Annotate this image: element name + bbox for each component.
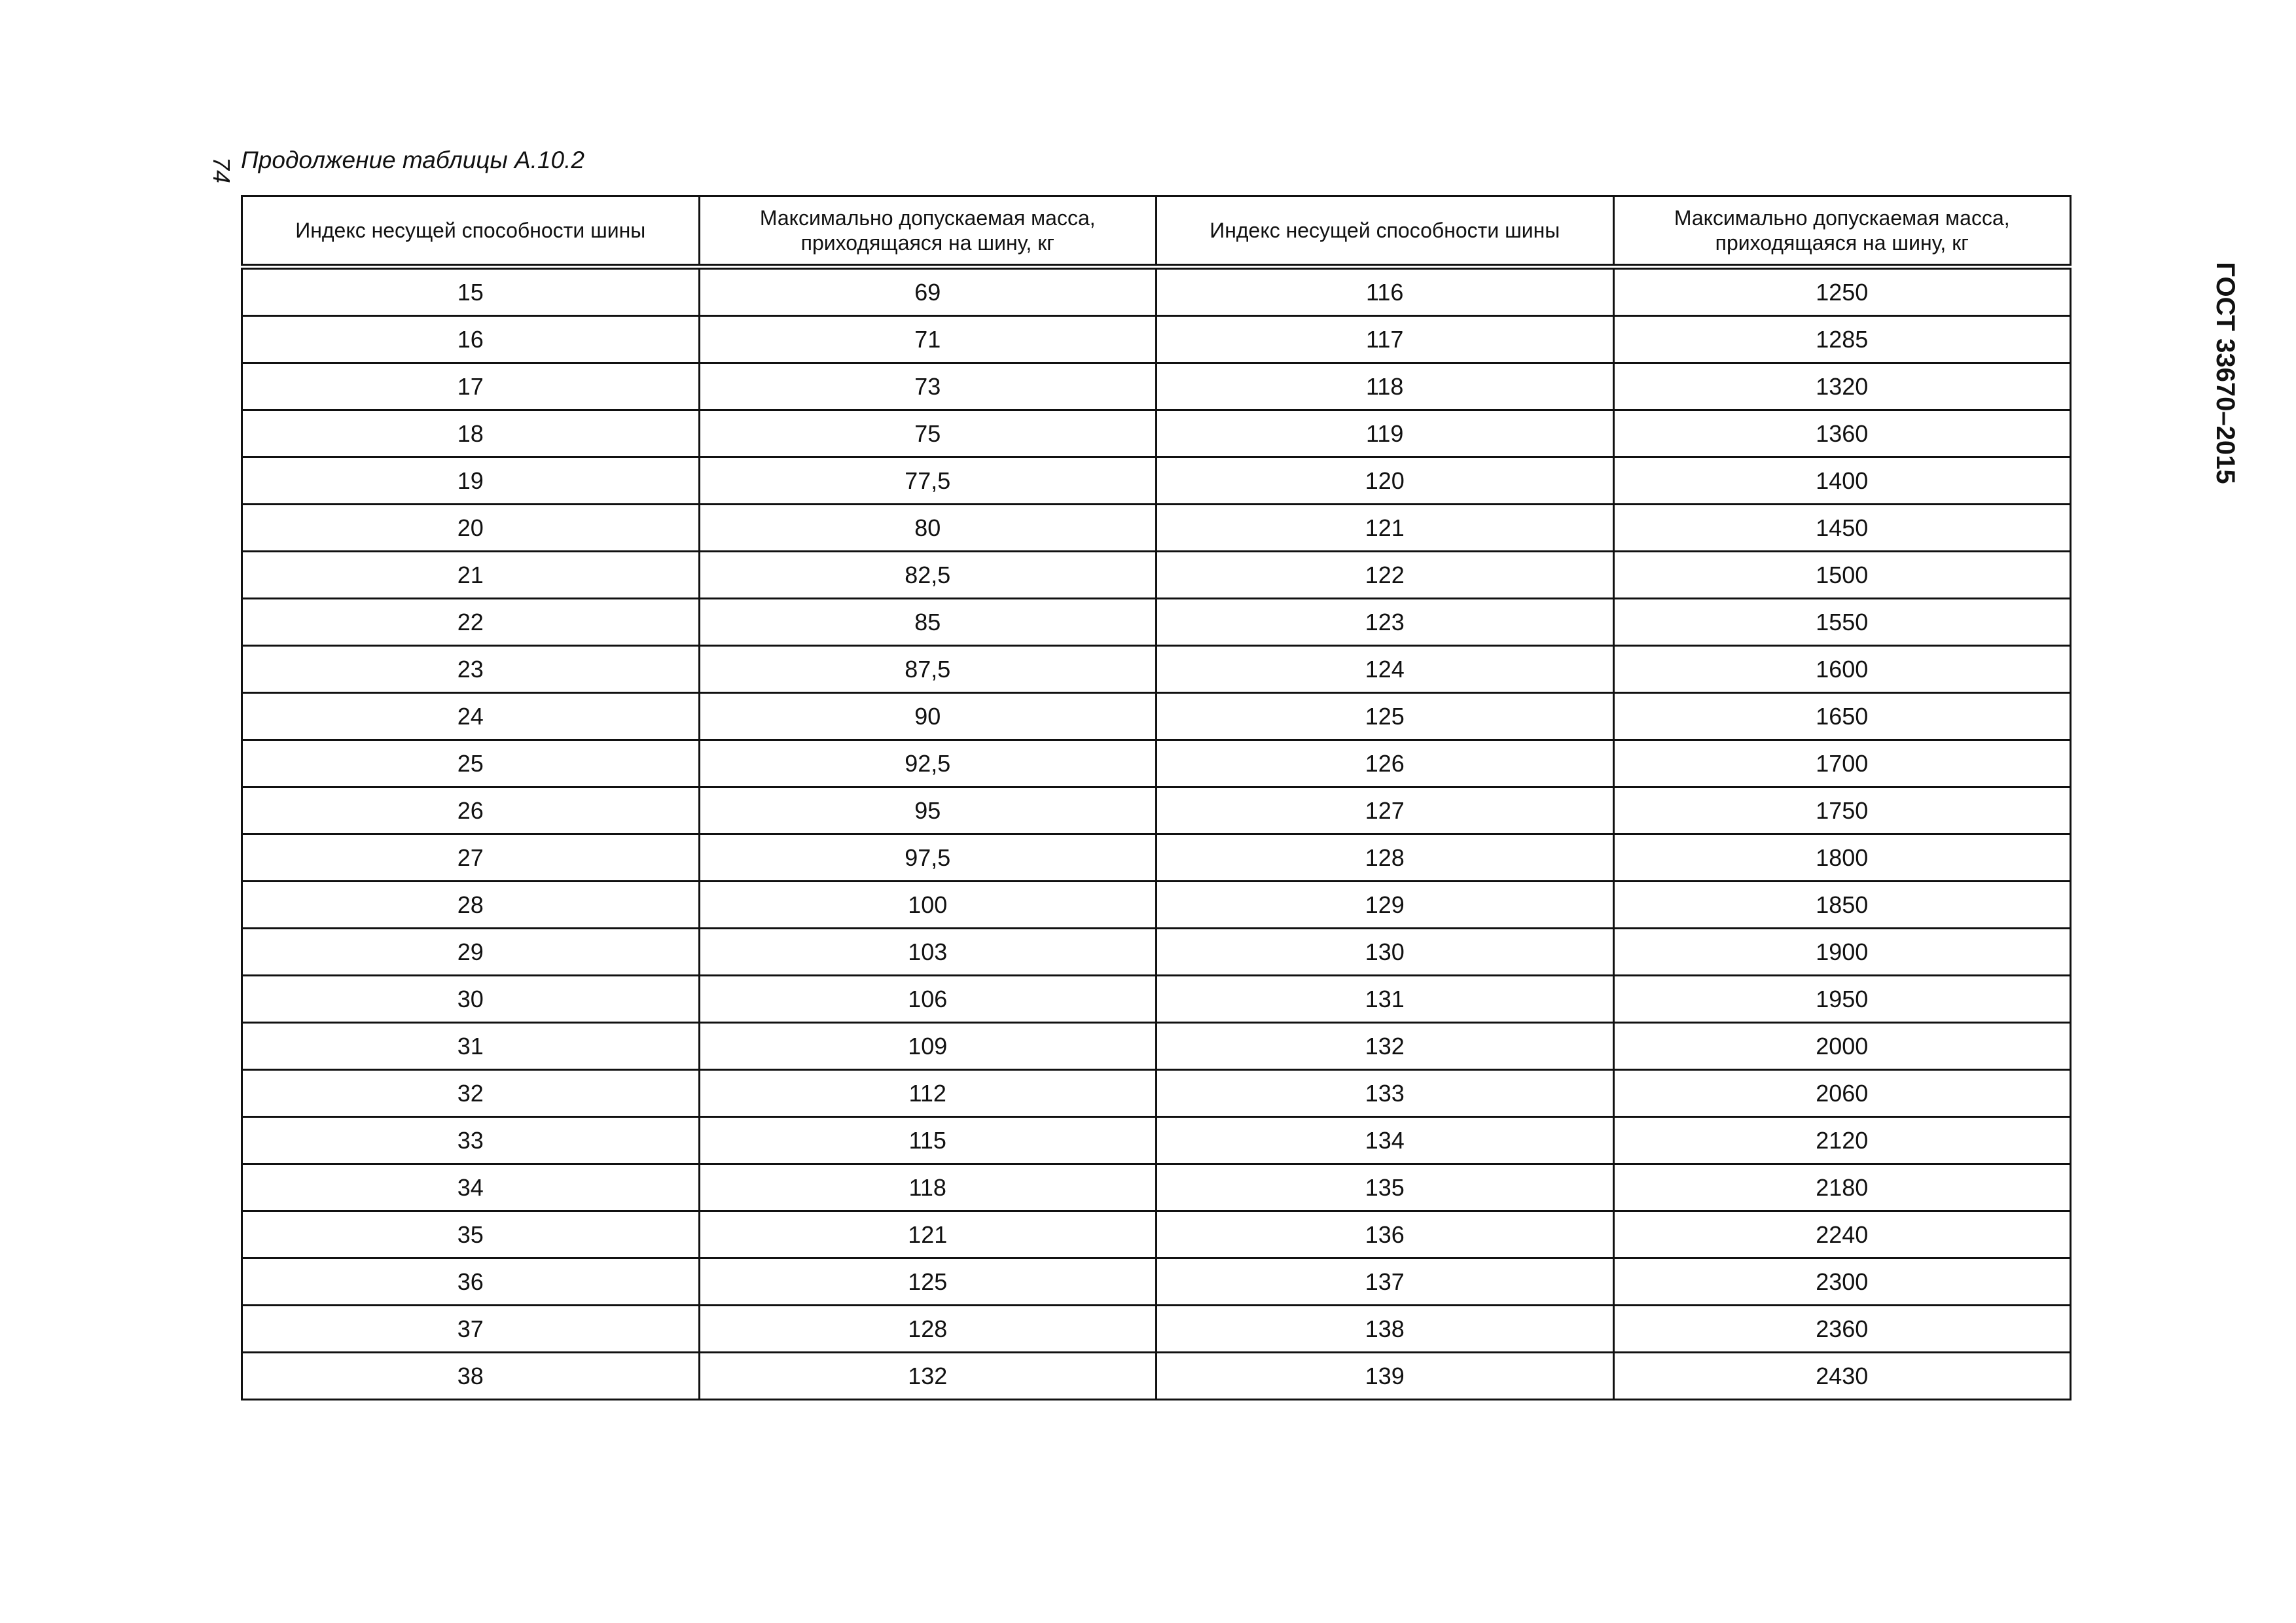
table-cell: 106 [699, 976, 1157, 1023]
table-cell: 1250 [1613, 267, 2071, 316]
table-cell: 2180 [1613, 1164, 2071, 1211]
table-row [242, 740, 2071, 787]
table-cell: 1750 [1613, 787, 2071, 834]
table-cell: 135 [1157, 1164, 1614, 1211]
table-cell: 22 [242, 599, 700, 646]
column-header: Максимально допускаемая масса, приходящаяся на шину, кг [1613, 196, 2071, 267]
table-row [242, 552, 2071, 599]
table-cell: 27 [242, 834, 700, 882]
table-cell: 2430 [1613, 1353, 2071, 1400]
table-cell: 120 [1157, 457, 1614, 505]
table-row [242, 976, 2071, 1023]
table-cell: 125 [699, 1258, 1157, 1306]
table-row [242, 1211, 2071, 1258]
table-body [242, 267, 2071, 1400]
table-cell: 19 [242, 457, 700, 505]
table-cell: 34 [242, 1164, 700, 1211]
table-row [242, 1164, 2071, 1211]
table-caption: Продолжение таблицы А.10.2 [241, 147, 584, 173]
table-cell: 30 [242, 976, 700, 1023]
column-header: Максимально допускаемая масса, приходящаяся на шину, кг [699, 196, 1157, 267]
table-cell: 1900 [1613, 929, 2071, 976]
table-row [242, 834, 2071, 882]
table-header [242, 196, 2071, 267]
table-row [242, 363, 2071, 410]
table-row [242, 1353, 2071, 1400]
table-cell: 112 [699, 1070, 1157, 1117]
table-row [242, 929, 2071, 976]
table-cell: 35 [242, 1211, 700, 1258]
table-row [242, 646, 2071, 693]
table-cell: 37 [242, 1306, 700, 1353]
table-cell: 23 [242, 646, 700, 693]
table-cell: 131 [1157, 976, 1614, 1023]
table-cell: 1650 [1613, 693, 2071, 740]
table-cell: 36 [242, 1258, 700, 1306]
table-cell: 21 [242, 552, 700, 599]
table-cell: 125 [1157, 693, 1614, 740]
table-cell: 100 [699, 882, 1157, 929]
table-cell: 82,5 [699, 552, 1157, 599]
document-code: ГОСТ 33670–2015 [2211, 262, 2240, 484]
table-cell: 1360 [1613, 410, 2071, 457]
table-cell: 31 [242, 1023, 700, 1070]
table-cell: 32 [242, 1070, 700, 1117]
page-number: 74 [208, 157, 235, 184]
table-cell: 132 [699, 1353, 1157, 1400]
table-row [242, 1258, 2071, 1306]
table-cell: 1400 [1613, 457, 2071, 505]
table-cell: 80 [699, 505, 1157, 552]
table-cell: 1800 [1613, 834, 2071, 882]
table-cell: 92,5 [699, 740, 1157, 787]
table-cell: 17 [242, 363, 700, 410]
table-cell: 38 [242, 1353, 700, 1400]
table-cell: 20 [242, 505, 700, 552]
table-cell: 73 [699, 363, 1157, 410]
table-cell: 25 [242, 740, 700, 787]
table-cell: 26 [242, 787, 700, 834]
table-cell: 115 [699, 1117, 1157, 1164]
table-cell: 132 [1157, 1023, 1614, 1070]
table-cell: 15 [242, 267, 700, 316]
table-row [242, 267, 2071, 316]
table-cell: 1600 [1613, 646, 2071, 693]
table-cell: 118 [1157, 363, 1614, 410]
table-row [242, 1306, 2071, 1353]
table-cell: 33 [242, 1117, 700, 1164]
table-cell: 2120 [1613, 1117, 2071, 1164]
table-cell: 121 [1157, 505, 1614, 552]
table-cell: 1320 [1613, 363, 2071, 410]
table-row [242, 505, 2071, 552]
table-cell: 2300 [1613, 1258, 2071, 1306]
table-cell: 130 [1157, 929, 1614, 976]
table-cell: 121 [699, 1211, 1157, 1258]
table-cell: 1950 [1613, 976, 2071, 1023]
table-cell: 28 [242, 882, 700, 929]
table-row [242, 693, 2071, 740]
table-cell: 137 [1157, 1258, 1614, 1306]
table-cell: 122 [1157, 552, 1614, 599]
table-cell: 116 [1157, 267, 1614, 316]
column-header: Индекс несущей способности шины [242, 196, 700, 267]
table-cell: 128 [1157, 834, 1614, 882]
table-cell: 138 [1157, 1306, 1614, 1353]
table-cell: 1550 [1613, 599, 2071, 646]
table-row [242, 787, 2071, 834]
table-cell: 109 [699, 1023, 1157, 1070]
table-cell: 97,5 [699, 834, 1157, 882]
table-row [242, 457, 2071, 505]
table-cell: 75 [699, 410, 1157, 457]
table-cell: 136 [1157, 1211, 1614, 1258]
table-row [242, 882, 2071, 929]
table-cell: 90 [699, 693, 1157, 740]
table-cell: 69 [699, 267, 1157, 316]
table-cell: 1850 [1613, 882, 2071, 929]
table-cell: 1285 [1613, 316, 2071, 363]
table-cell: 119 [1157, 410, 1614, 457]
table-cell: 127 [1157, 787, 1614, 834]
table-cell: 2240 [1613, 1211, 2071, 1258]
table-cell: 18 [242, 410, 700, 457]
table-cell: 139 [1157, 1353, 1614, 1400]
table-cell: 2060 [1613, 1070, 2071, 1117]
table-cell: 133 [1157, 1070, 1614, 1117]
load-index-table [241, 195, 2072, 1400]
column-header: Индекс несущей способности шины [1157, 196, 1614, 267]
table-cell: 85 [699, 599, 1157, 646]
table-cell: 77,5 [699, 457, 1157, 505]
table-cell: 128 [699, 1306, 1157, 1353]
table-row [242, 316, 2071, 363]
table-cell: 87,5 [699, 646, 1157, 693]
table-cell: 1500 [1613, 552, 2071, 599]
table-cell: 126 [1157, 740, 1614, 787]
header-row [242, 196, 2071, 267]
table-cell: 124 [1157, 646, 1614, 693]
table-row [242, 599, 2071, 646]
table-row [242, 1023, 2071, 1070]
table-cell: 2000 [1613, 1023, 2071, 1070]
table-cell: 123 [1157, 599, 1614, 646]
table-cell: 71 [699, 316, 1157, 363]
table-cell: 16 [242, 316, 700, 363]
table-cell: 29 [242, 929, 700, 976]
table-cell: 118 [699, 1164, 1157, 1211]
table-cell: 1700 [1613, 740, 2071, 787]
table-cell: 2360 [1613, 1306, 2071, 1353]
table-row [242, 1117, 2071, 1164]
table-cell: 95 [699, 787, 1157, 834]
table-row [242, 410, 2071, 457]
table-cell: 117 [1157, 316, 1614, 363]
table-cell: 134 [1157, 1117, 1614, 1164]
table-cell: 129 [1157, 882, 1614, 929]
table-cell: 103 [699, 929, 1157, 976]
table-cell: 1450 [1613, 505, 2071, 552]
table-cell: 24 [242, 693, 700, 740]
table-row [242, 1070, 2071, 1117]
